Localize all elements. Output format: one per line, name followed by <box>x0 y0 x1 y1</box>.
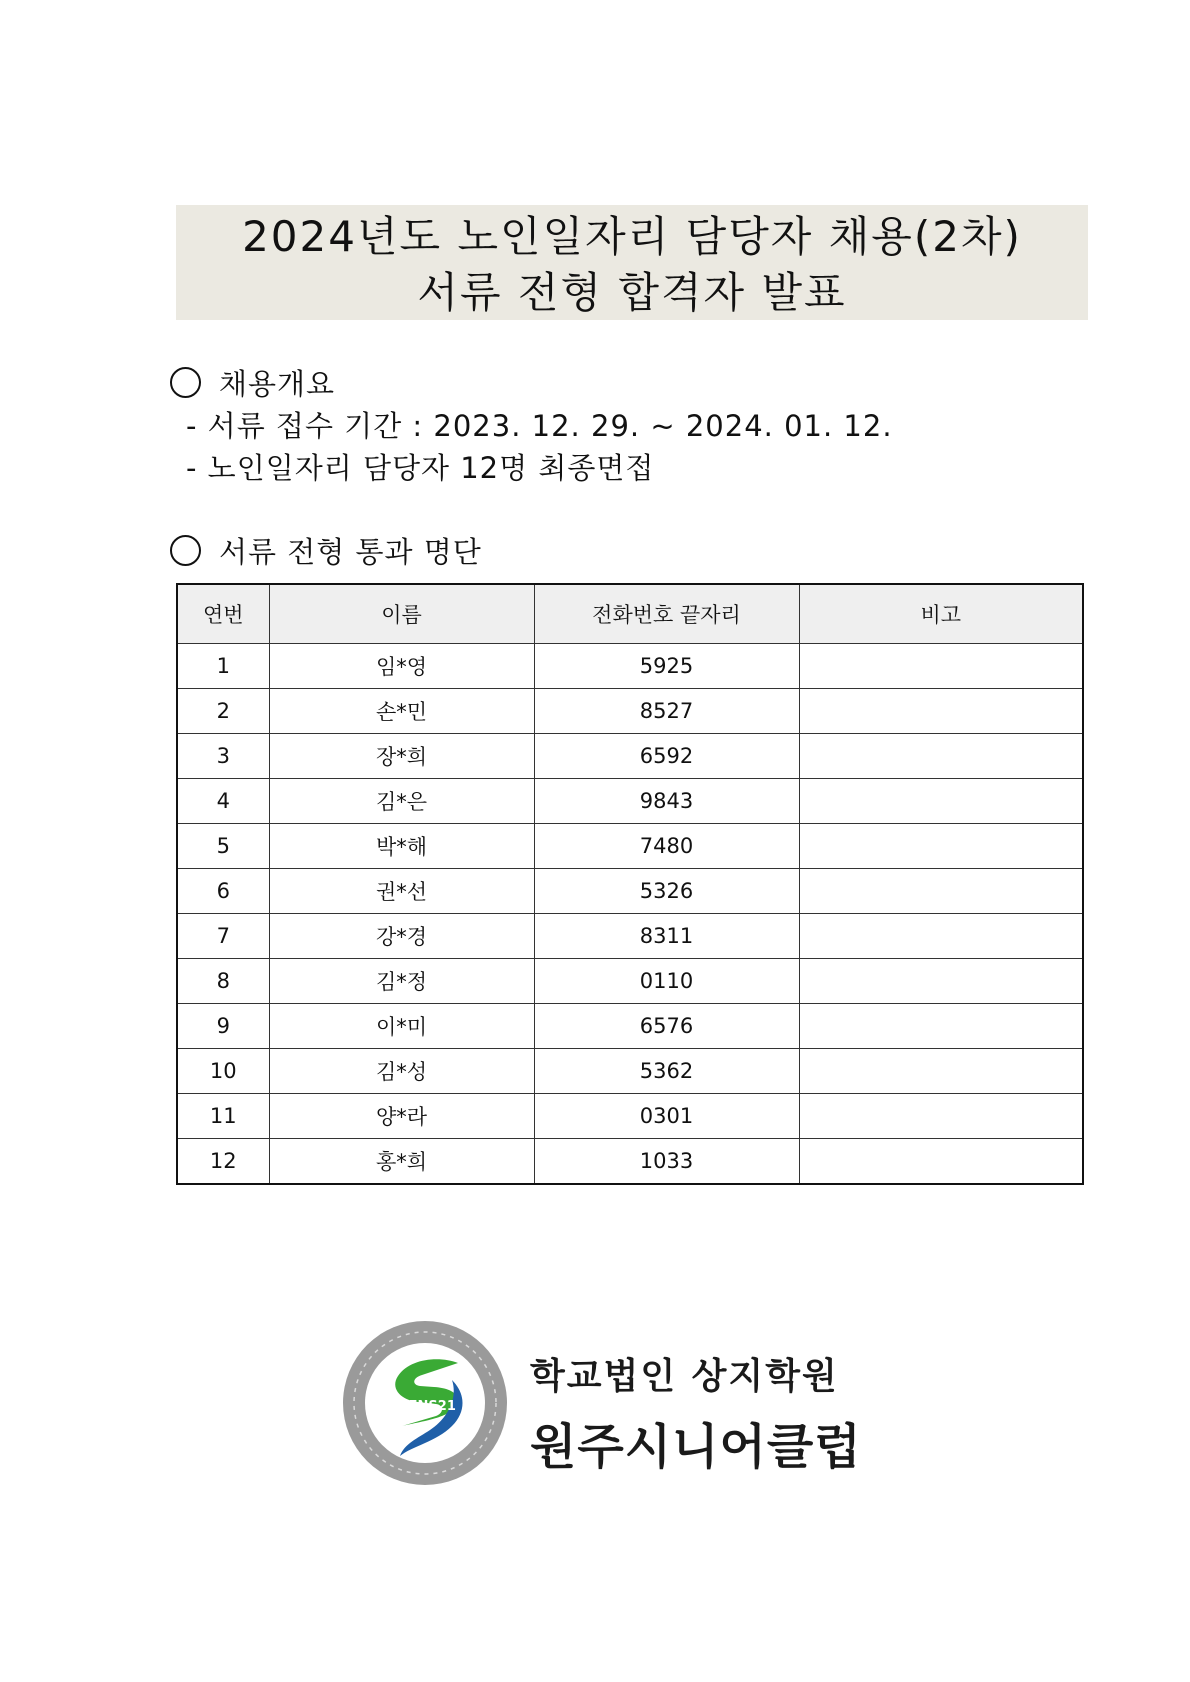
cell-name: 손*민 <box>269 689 534 734</box>
cell-name: 김*성 <box>269 1049 534 1094</box>
column-header-note: 비고 <box>799 584 1083 644</box>
cell-name: 임*영 <box>269 644 534 689</box>
cell-note <box>799 1004 1083 1049</box>
cell-note <box>799 1049 1083 1094</box>
column-header-name: 이름 <box>269 584 534 644</box>
cell-phone: 5362 <box>534 1049 799 1094</box>
table-row <box>177 869 1083 914</box>
table-header-row <box>177 584 1083 644</box>
table-row <box>177 1139 1083 1185</box>
page-subtitle: 서류 전형 합격자 발표 <box>417 268 847 317</box>
table-body <box>177 644 1083 1185</box>
cell-name: 장*희 <box>269 734 534 779</box>
cell-no: 12 <box>177 1139 269 1185</box>
passlist-heading-text: 서류 전형 통과 명단 <box>219 535 482 569</box>
circle-bullet-icon <box>170 535 201 566</box>
cell-name: 권*선 <box>269 869 534 914</box>
cell-note <box>799 1094 1083 1139</box>
table-row <box>177 644 1083 689</box>
cell-no: 3 <box>177 734 269 779</box>
table-row <box>177 1049 1083 1094</box>
cell-no: 9 <box>177 1004 269 1049</box>
title-banner <box>176 205 1088 320</box>
cell-phone: 0301 <box>534 1094 799 1139</box>
cell-note <box>799 644 1083 689</box>
table-row <box>177 824 1083 869</box>
cell-no: 8 <box>177 959 269 1004</box>
cell-no: 2 <box>177 689 269 734</box>
cell-name: 홍*희 <box>269 1139 534 1185</box>
table-row <box>177 734 1083 779</box>
cell-note <box>799 734 1083 779</box>
org-name-main: 원주시니어클럽 <box>530 1419 862 1475</box>
cell-phone: 5925 <box>534 644 799 689</box>
cell-no: 1 <box>177 644 269 689</box>
table-row <box>177 1094 1083 1139</box>
cell-no: 11 <box>177 1094 269 1139</box>
cell-no: 10 <box>177 1049 269 1094</box>
circle-bullet-icon <box>170 367 201 398</box>
overview-item-interview: - 노인일자리 담당자 12명 최종면접 <box>186 451 655 485</box>
table-row <box>177 959 1083 1004</box>
cell-note <box>799 1139 1083 1185</box>
cell-phone: 8527 <box>534 689 799 734</box>
cell-phone: 9843 <box>534 779 799 824</box>
seal-gens-text: GENS21 <box>398 1399 456 1414</box>
table-row <box>177 779 1083 824</box>
column-header-no: 연번 <box>177 584 269 644</box>
cell-note <box>799 959 1083 1004</box>
table-row <box>177 914 1083 959</box>
cell-name: 박*해 <box>269 824 534 869</box>
cell-phone: 7480 <box>534 824 799 869</box>
cell-note <box>799 779 1083 824</box>
cell-phone: 6592 <box>534 734 799 779</box>
cell-note <box>799 869 1083 914</box>
cell-name: 김*은 <box>269 779 534 824</box>
cell-name: 이*미 <box>269 1004 534 1049</box>
table-row <box>177 689 1083 734</box>
overview-heading <box>170 362 335 403</box>
cell-phone: 0110 <box>534 959 799 1004</box>
cell-note <box>799 914 1083 959</box>
overview-heading-text: 채용개요 <box>219 367 336 401</box>
org-name-sub: 학교법인 상지학원 <box>530 1356 839 1397</box>
cell-phone: 5326 <box>534 869 799 914</box>
cell-no: 7 <box>177 914 269 959</box>
table-row <box>177 1004 1083 1049</box>
cell-name: 김*정 <box>269 959 534 1004</box>
cell-name: 양*라 <box>269 1094 534 1139</box>
column-header-phone: 전화번호 끝자리 <box>534 584 799 644</box>
cell-name: 강*경 <box>269 914 534 959</box>
cell-note <box>799 824 1083 869</box>
cell-phone: 1033 <box>534 1139 799 1185</box>
cell-note <box>799 689 1083 734</box>
page-title: 2024년도 노인일자리 담당자 채용(2차) <box>242 212 1022 261</box>
sangji-seal-logo <box>340 1318 510 1488</box>
cell-no: 4 <box>177 779 269 824</box>
overview-item-period: - 서류 접수 기간 : 2023. 12. 29. ~ 2024. 01. 12. <box>186 409 893 443</box>
cell-phone: 6576 <box>534 1004 799 1049</box>
passlist-heading <box>170 530 482 571</box>
pass-list-table <box>176 583 1084 1185</box>
cell-no: 6 <box>177 869 269 914</box>
cell-no: 5 <box>177 824 269 869</box>
cell-phone: 8311 <box>534 914 799 959</box>
